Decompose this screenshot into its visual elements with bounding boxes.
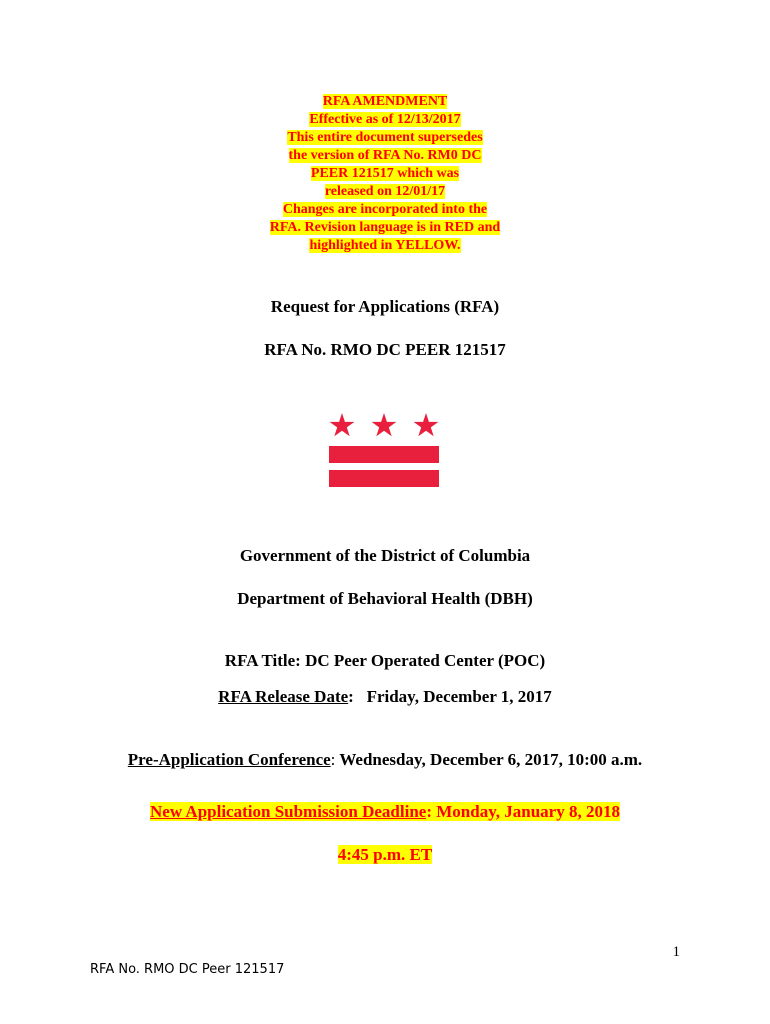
- amendment-line: highlighted in YELLOW.: [309, 238, 461, 253]
- amendment-line: Effective as of 12/13/2017: [309, 112, 461, 127]
- flag-star-icon: [414, 413, 439, 436]
- dc-flag-icon: [328, 410, 440, 490]
- document-heading: Request for Applications (RFA): [270, 297, 500, 316]
- conference-sep: :: [330, 750, 336, 769]
- amendment-line: RFA. Revision language is in RED and: [269, 220, 501, 235]
- rfa-number: RFA No. RMO DC PEER 121517: [264, 340, 506, 359]
- amendment-line: the version of RFA No. RM0 DC: [288, 148, 482, 163]
- deadline-label: New Application Submission Deadline: [150, 802, 427, 821]
- amendment-line: This entire document supersedes: [287, 130, 483, 145]
- amendment-line: Changes are incorporated into the: [282, 202, 488, 217]
- deadline-time-value: 4:45 p.m. ET: [337, 845, 433, 864]
- amendment-notice: [0, 93, 770, 255]
- flag-bar: [329, 470, 439, 487]
- flag-bar: [329, 446, 439, 463]
- amendment-line: PEER 121517 which was: [310, 166, 460, 181]
- release-date-sep: :: [348, 687, 354, 706]
- deadline-value: : Monday, January 8, 2018: [426, 802, 620, 821]
- government-name: Government of the District of Columbia: [239, 546, 531, 565]
- flag-star-icon: [330, 413, 355, 436]
- release-date-value: Friday, December 1, 2017: [353, 687, 552, 706]
- submission-deadline: [0, 802, 770, 822]
- page-footer: RFA No. RMO DC Peer 121517: [90, 962, 285, 977]
- flag-star-icon: [372, 413, 397, 436]
- page-number: 1: [672, 944, 680, 960]
- department-name: Department of Behavioral Health (DBH): [237, 589, 533, 608]
- rfa-title: RFA Title: DC Peer Operated Center (POC): [224, 651, 546, 670]
- deadline-time: [0, 845, 770, 865]
- conference-label: Pre-Application Conference: [127, 750, 331, 769]
- release-date-label: RFA Release Date: [218, 687, 349, 706]
- amendment-line: RFA AMENDMENT: [322, 94, 448, 109]
- amendment-line: released on 12/01/17: [324, 184, 446, 199]
- conference-value: Wednesday, December 6, 2017, 10:00 a.m.: [335, 750, 643, 769]
- pre-application-conference: [0, 750, 770, 770]
- release-date: [0, 687, 770, 707]
